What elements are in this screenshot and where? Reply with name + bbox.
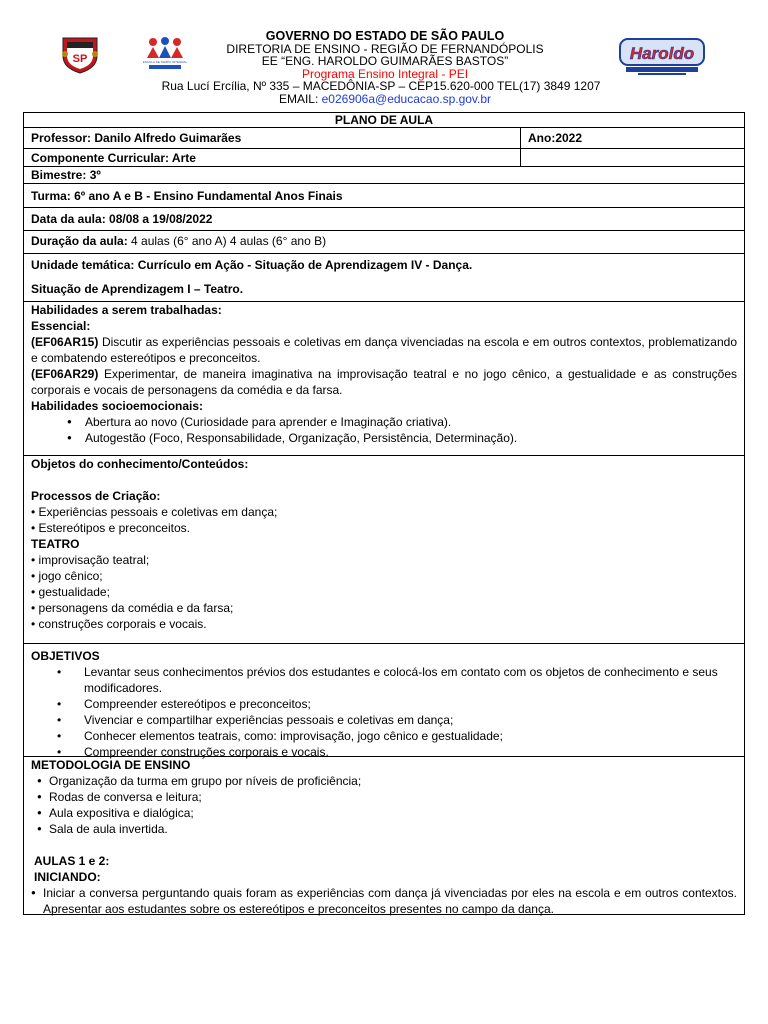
iniciando-list (31, 885, 737, 917)
list-item: • Experiências pessoais e coletivas em dança; (31, 505, 278, 519)
iniciando-title: INICIANDO: (34, 870, 101, 884)
bimestre-cell: Bimestre: 3º (31, 168, 101, 182)
teatro-title: TEATRO (31, 537, 80, 551)
situacao-cell: Situação de Aprendizagem I – Teatro. (31, 282, 244, 296)
school-name: EE “ENG. HAROLDO GUIMARÃES BASTOS” (261, 54, 509, 68)
essencial-title: Essencial: (31, 319, 91, 333)
duracao-value: 4 aulas (6° ano A) 4 aulas (6° ano B) (127, 234, 327, 248)
habilidade-code: (EF06AR15) (31, 335, 99, 349)
list-item: • gestualidade; (31, 585, 110, 599)
metodologia-title: METODOLOGIA DE ENSINO (31, 758, 191, 772)
objetivos-section (24, 643, 744, 759)
government-title: GOVERNO DO ESTADO DE SÃO PAULO (265, 29, 505, 43)
school-identification (150, 30, 620, 105)
email-link[interactable]: e026906a@educacao.sp.gov.br (321, 91, 492, 106)
habilidades-title: Habilidades a serem trabalhadas: (31, 303, 222, 317)
list-item: • Compreender construções corporais e vocais. (84, 744, 737, 760)
list-item: • construções corporais e vocais. (31, 617, 207, 631)
email-label: EMAIL: (278, 91, 322, 106)
duracao-label: Duração da aula: (31, 234, 128, 248)
list-item: • Levantar seus conhecimentos prévios dos estudantes e colocá-los em contato com os objetos de conhecimento e seus modificadores. (84, 664, 737, 696)
list-item: • Compreender estereótipos e preconceitos; (84, 696, 737, 712)
aulas-title: AULAS 1 e 2: (34, 854, 110, 868)
logo-escola-label: ESCOLA DE TEMPO INTEGRAL (143, 60, 187, 64)
data-row (24, 207, 744, 230)
habilidade-ef06ar15 (31, 334, 737, 366)
habilidades-section (24, 301, 744, 455)
professor-row (24, 127, 744, 148)
list-item: • Vivenciar e compartilhar experiências pessoais e coletivas em dança; (84, 712, 737, 728)
list-item: • personagens da comédia e da farsa; (31, 601, 234, 615)
turma-row (24, 183, 744, 207)
duracao-cell (24, 231, 744, 252)
year-cell: Ano:2022 (528, 131, 583, 145)
componente-cell: Componente Curricular: Arte (24, 149, 521, 166)
bimestre-row (24, 166, 744, 183)
socioemocionais-list (31, 414, 737, 446)
habilidade-code: (EF06AR29) (31, 367, 99, 381)
socioemocionais-title: Habilidades socioemocionais: (31, 399, 204, 413)
metodologia-section (24, 756, 744, 914)
list-item: ● Organização da turma em grupo por níveis de proficiência; (49, 773, 737, 789)
lesson-plan-table (23, 112, 745, 915)
list-item: ● Iniciar a conversa perguntando quais foram as experiências com dança já vivenciadas por eles na escola e em outros contextos. Apresentar aos estudantes sobre os estereótipos e preconceitos presentes no campo da dança. (43, 885, 737, 917)
list-item: ● Abertura ao novo (Curiosidade para aprender e Imaginação criativa). (85, 414, 737, 430)
diretoria-line: DIRETORIA DE ENSINO - REGIÃO DE FERNANDÓPOLIS (226, 41, 544, 56)
haroldo-school-logo (618, 35, 706, 77)
unidade-row (24, 253, 744, 301)
data-cell: Data da aula: 08/08 a 19/08/2022 (31, 212, 213, 226)
list-item: ● Aula expositiva e dialógica; (49, 805, 737, 821)
list-item: ● Rodas de conversa e leitura; (49, 789, 737, 805)
componente-empty-cell (521, 149, 744, 166)
list-item: • jogo cênico; (31, 569, 103, 583)
sao-paulo-coat-of-arms-logo (59, 34, 101, 74)
plan-title: PLANO DE AULA (334, 113, 434, 127)
list-item: ● Sala de aula invertida. (49, 821, 737, 837)
processos-title: Processos de Criação: (31, 489, 161, 503)
objetivos-title: OBJETIVOS (31, 649, 100, 663)
list-item: • improvisação teatral; (31, 553, 150, 567)
objetos-title: Objetos do conhecimento/Conteúdos: (31, 457, 249, 471)
logo-sp-label: SP (72, 53, 88, 65)
list-item: • Estereótipos e preconceitos. (31, 521, 190, 535)
logo-haroldo-label: Haroldo (629, 44, 695, 63)
unidade-cell: Unidade temática: Currículo em Ação - Situação de Aprendizagem IV - Dança. (31, 258, 473, 272)
document-header (0, 0, 768, 112)
componente-row (24, 148, 744, 166)
list-item: • Conhecer elementos teatrais, como: improvisação, jogo cênico e gestualidade; (84, 728, 737, 744)
list-item: ● Autogestão (Foco, Responsabilidade, Organização, Persistência, Determinação). (85, 430, 737, 446)
habilidade-ef06ar29 (31, 366, 737, 398)
address-line: Rua Lucí Ercília, Nº 335 – MACEDÔNIA-SP – CEP15.620-000 TEL(17) 3849 1207 (161, 79, 601, 93)
professor-cell: Professor: Danilo Alfredo Guimarães (24, 128, 521, 148)
email-line (150, 93, 620, 106)
turma-cell: Turma: 6º ano A e B - Ensino Fundamental Anos Finais (31, 189, 343, 203)
program-name: Programa Ensino Integral - PEI (301, 66, 469, 81)
habilidade-text: Experimentar, de maneira imaginativa na improvisação teatral e no jogo cênico, a gestualidade e as construções corporais e vocais de personagens da comédia e da farsa. (31, 367, 737, 397)
duracao-row (24, 230, 744, 253)
metodologia-list (31, 773, 737, 837)
objetivos-list (31, 664, 737, 760)
objetos-section (24, 455, 744, 643)
habilidade-text: Discutir as experiências pessoais e coletivas em dança vivenciadas na escola e em outros contextos, problematizando e combatendo estereótipos e preconceitos. (31, 335, 737, 365)
